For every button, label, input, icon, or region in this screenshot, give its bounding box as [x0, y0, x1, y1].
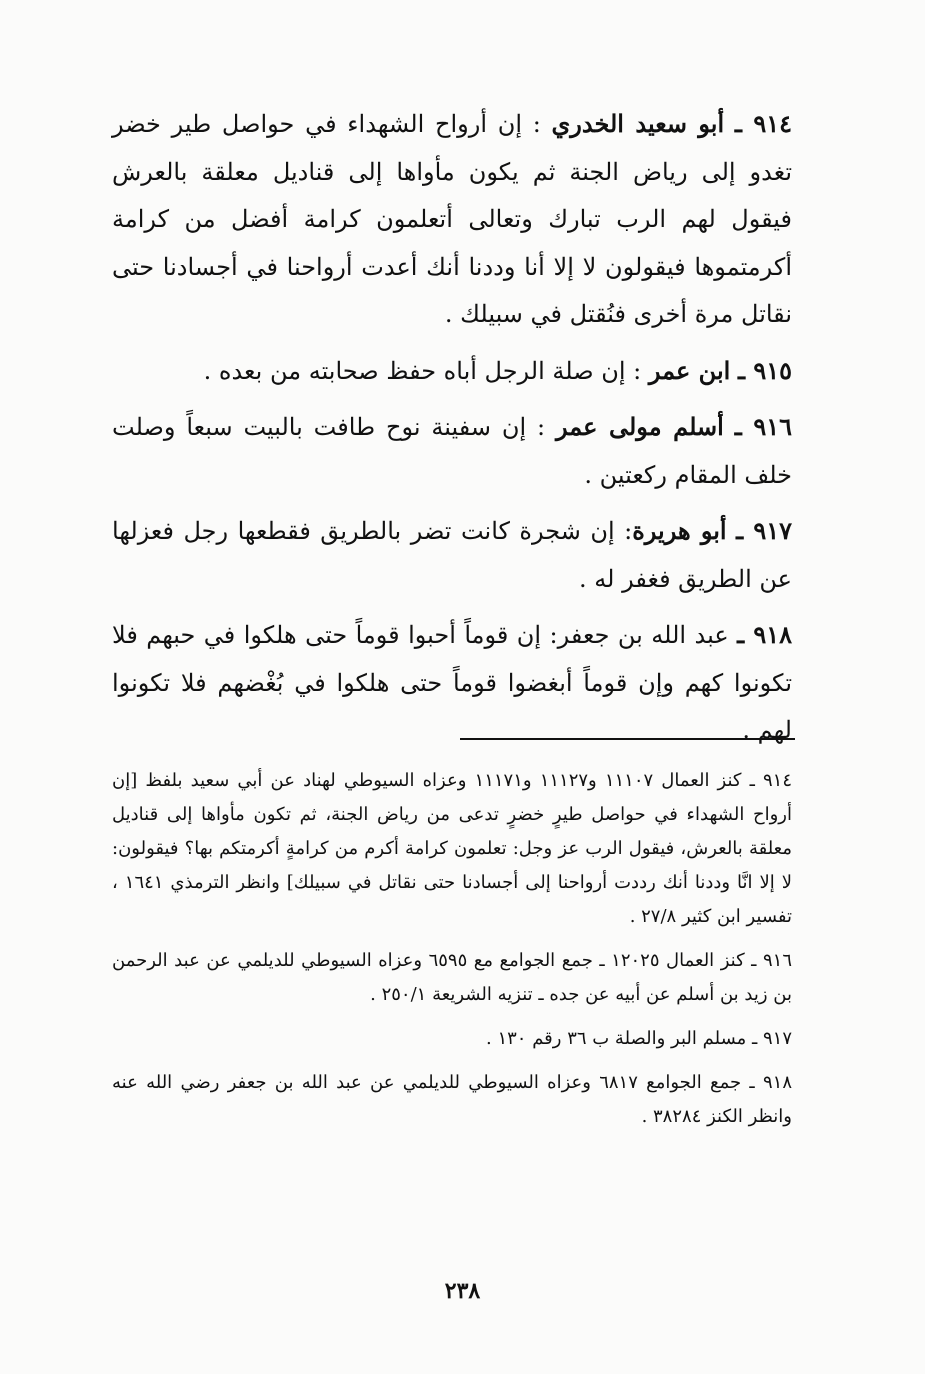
narrator-name: عبد الله بن جعفر [557, 621, 729, 649]
page-number: ٢٣٨ [444, 1278, 481, 1304]
entry-text: : إن سفينة نوح طافت بالبيت سبعاً وصلت خلف المقام ركعتين . [112, 413, 792, 489]
entry-number: ٩١٦ ـ [734, 412, 792, 441]
entry-text: : إن قوماً أحبوا قوماً حتى هلكوا في حبهم فلا تكونوا كهم وإن قوماً أبغضوا قوماً حتى هلكوا في بُغْضهم فلا تكونوا لهم . [112, 621, 792, 744]
entry-918 [112, 611, 792, 755]
entry-914 [112, 100, 792, 339]
entry-text: : إن شجرة كانت تضر بالطريق فقطعها رجل فعزلها عن الطريق فغفر له . [112, 517, 792, 593]
footnote-914: ٩١٤ ـ كنز العمال ١١١٠٧ و١١١٢٧ و١١١٧١ وعزاه السيوطي لهناد عن أبي سعيد بلفظ [إن أرواح الشهداء في حواصل طيرٍ خضرٍ تدعى من رياض الجنة، ثم تكون مأواها إلى قناديل معلقة بالعرش، فيقول الرب عز وجل: تعلمون كرامة أكرم من كرامةٍ أكرمتكم بها؟ فيقولون: لا إلا انَّا وددنا أنك رددت أرواحنا إلى أجسادنا حتى نقاتل في سبيلك] وانظر الترمذي ١٦٤١ ، تفسير ابن كثير ٢٧/٨ . [112, 770, 793, 927]
narrator-name: أبو سعيد الخدري [551, 109, 725, 138]
narrator-name: ابن عمر [648, 355, 731, 385]
entry-number: ٩١٤ ـ [734, 109, 792, 138]
entry-text: : إن أرواح الشهداء في حواصل طير خضر تغدو إلى رياض الجنة ثم يكون مأواها إلى قناديل معلقة بالعرش فيقول لهم الرب تبارك وتعالى أتعلمون كرامة أفضل من كرامة أكرمتموها فيقولون لا إلا أنا وددنا أنك أعدت أرواحنا في أجسادنا حتى نقاتل مرة أخرى فنُقتل في سبيلك . [112, 110, 792, 328]
footnote-918: ٩١٨ ـ جمع الجوامع ٦٨١٧ وعزاه السيوطي للديلمي عن عبد الله بن جعفر رضي الله عنه وانظر الكنز ٣٨٢٨٤ . [112, 1072, 792, 1127]
footnote-916: ٩١٦ ـ كنز العمال ١٢٠٢٥ ـ جمع الجوامع مع ٦٥٩٥ وعزاه السيوطي للديلمي عن عبد الرحمن بن زيد بن أسلم عن أبيه عن جده ـ تنزيه الشريعة ٢٥٠/١ . [112, 950, 793, 1005]
entry-text: : إن صلة الرجل أباه حفظ صحابته من بعده . [203, 356, 649, 385]
entry-number: ٩١٨ ـ [737, 620, 792, 649]
entry-916 [112, 403, 792, 499]
footnote-divider [460, 738, 795, 740]
entry-915 [112, 347, 792, 396]
entry-number: ٩١٥ ـ [737, 355, 792, 385]
entry-917 [112, 507, 792, 603]
narrator-name: أسلم مولى عمر [555, 412, 724, 441]
entry-number: ٩١٧ ـ [736, 516, 792, 545]
narrator-name: أبو هريرة [632, 516, 727, 545]
main-text [112, 100, 792, 763]
footnote-917: ٩١٧ ـ مسلم البر والصلة ب ٣٦ رقم ١٣٠ . [486, 1028, 792, 1049]
footnotes [112, 764, 792, 1144]
